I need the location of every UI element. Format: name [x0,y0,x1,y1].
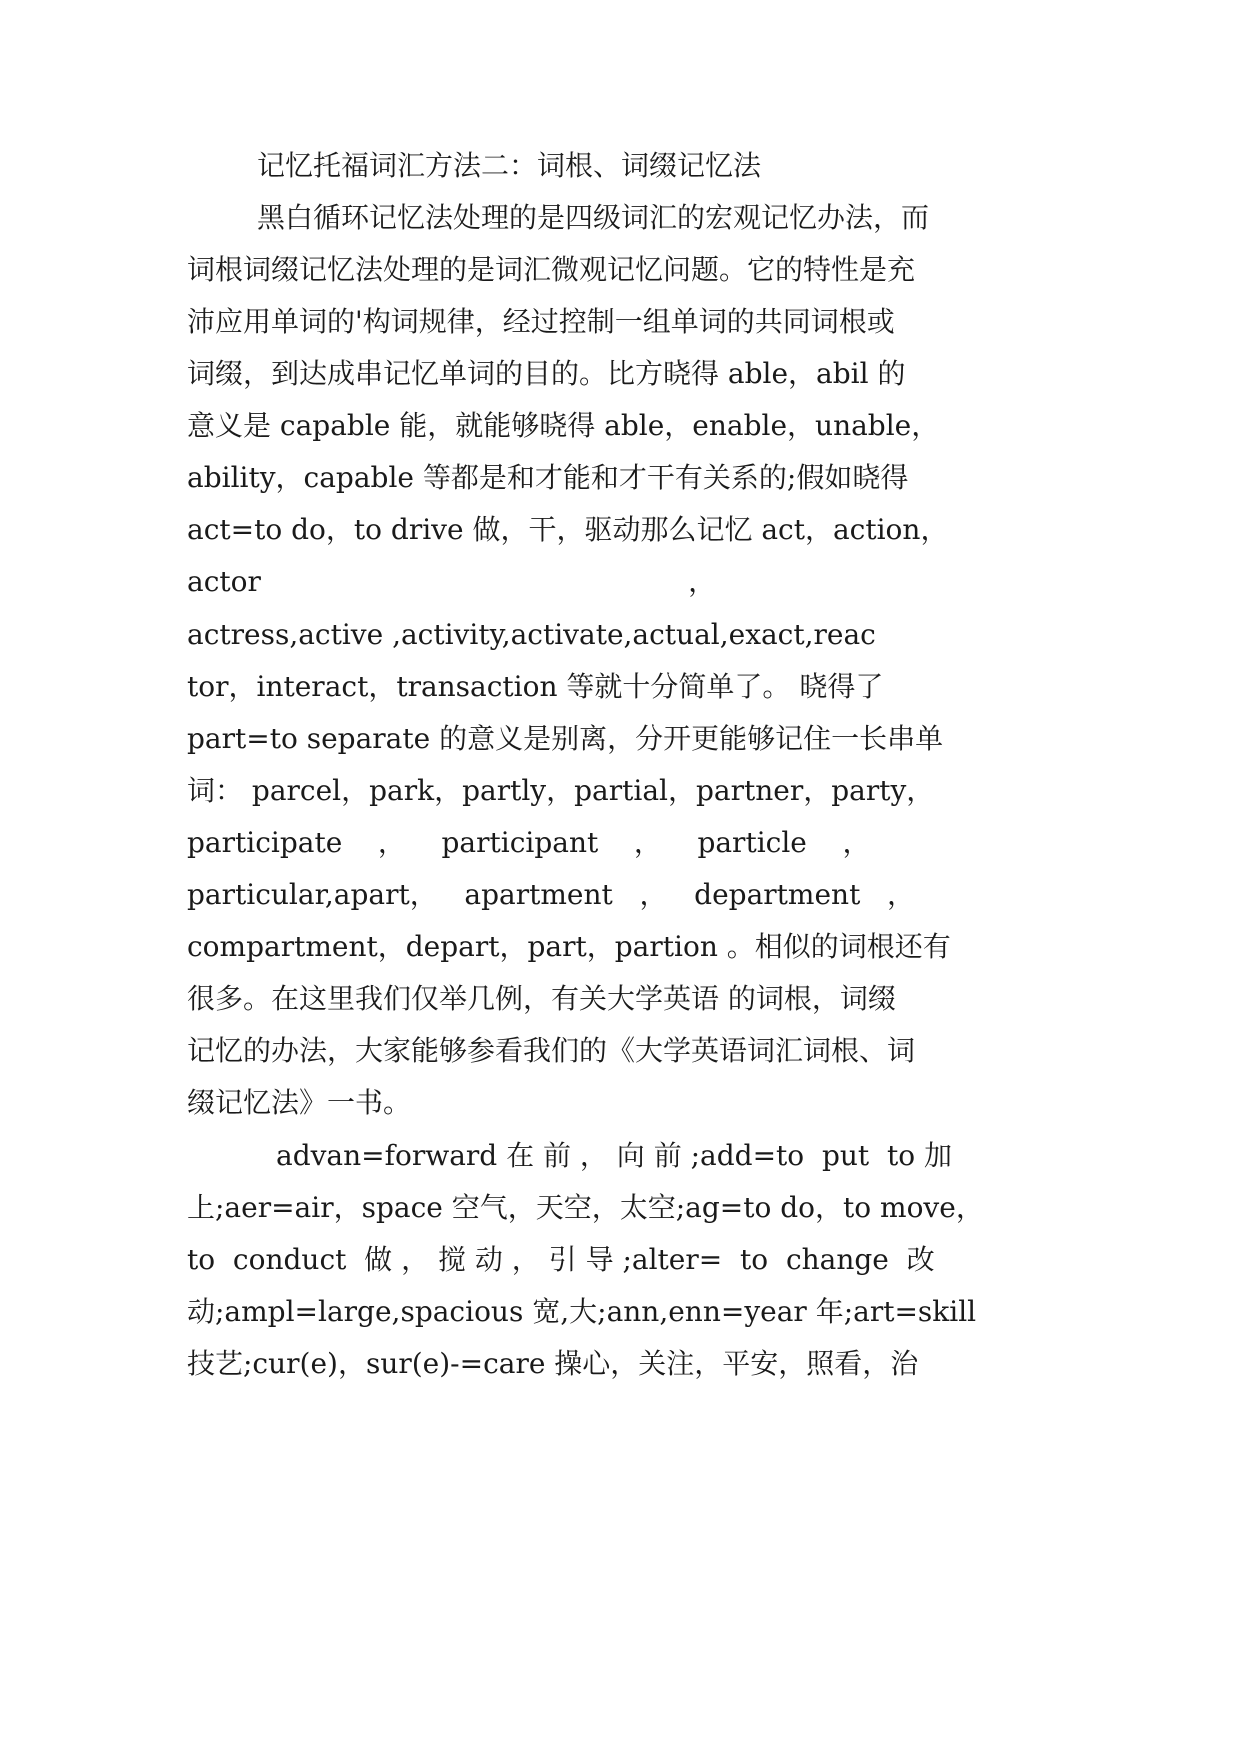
text-line: 上;aer=air，space 空气，天空，太空;ag=to do，to move， [187,1191,984,1224]
text-line: 沛应用单词的'构词规律，经过控制一组单词的共同词根或 [187,305,895,338]
text-line: ability，capable 等都是和才能和才干有关系的;假如晓得 [187,461,909,494]
text-line: particular,apart， apartment ， department ， [187,878,916,911]
text-line: 意义是 capable 能，就能够晓得 able，enable，unable， [187,409,940,442]
text-line: compartment，depart，part，partion 。相似的词根还有 [187,930,951,963]
text-line: participate ， participant ， particle ， [187,826,871,859]
text-line: 动;ampl=large,spacious 宽,大;ann,enn=year 年;art=skill [187,1295,977,1328]
text-line: 词缀，到达成串记忆单词的目的。比方晓得 able，abil 的 [187,357,906,390]
text-line: 词： parcel，park，partly，partial，partner，party， [187,774,935,807]
text-line: to conduct 做 ， 搅 动 ， 引 导 ;alter= to change 改 [187,1243,935,1276]
text-line: 技艺;cur(e)，sur(e)-=care 操心，关注，平安，照看，治 [187,1347,919,1380]
text-line: act=to do，to drive 做，干，驱动那么记忆 act，action， [187,513,949,546]
text-line: 黑白循环记忆法处理的是四级词汇的宏观记忆办法，而 [257,201,930,234]
text-line: 词根词缀记忆法处理的是词汇微观记忆问题。它的特性是充 [187,253,916,286]
text-line: 很多。在这里我们仅举几例，有关大学英语 的词根，词缀 [187,982,896,1015]
text-line: tor，interact，transaction 等就十分简单了。 晓得了 [187,670,884,703]
text-line: 缀记忆法》一书。 [187,1086,412,1119]
text-line: actress,active ,activity,activate,actual,exact,reac [187,618,876,651]
text-line: 记忆的办法，大家能够参看我们的《大学英语词汇词根、词 [187,1034,916,1067]
text-line: advan=forward 在 前 ， 向 前 ;add=to put to 加 [276,1139,952,1172]
text-line: actor ， [187,565,717,598]
text-line: part=to separate 的意义是别离，分开更能够记住一长串单 [187,722,944,755]
document-title: 记忆托福词汇方法二：词根、词缀记忆法 [257,149,762,182]
